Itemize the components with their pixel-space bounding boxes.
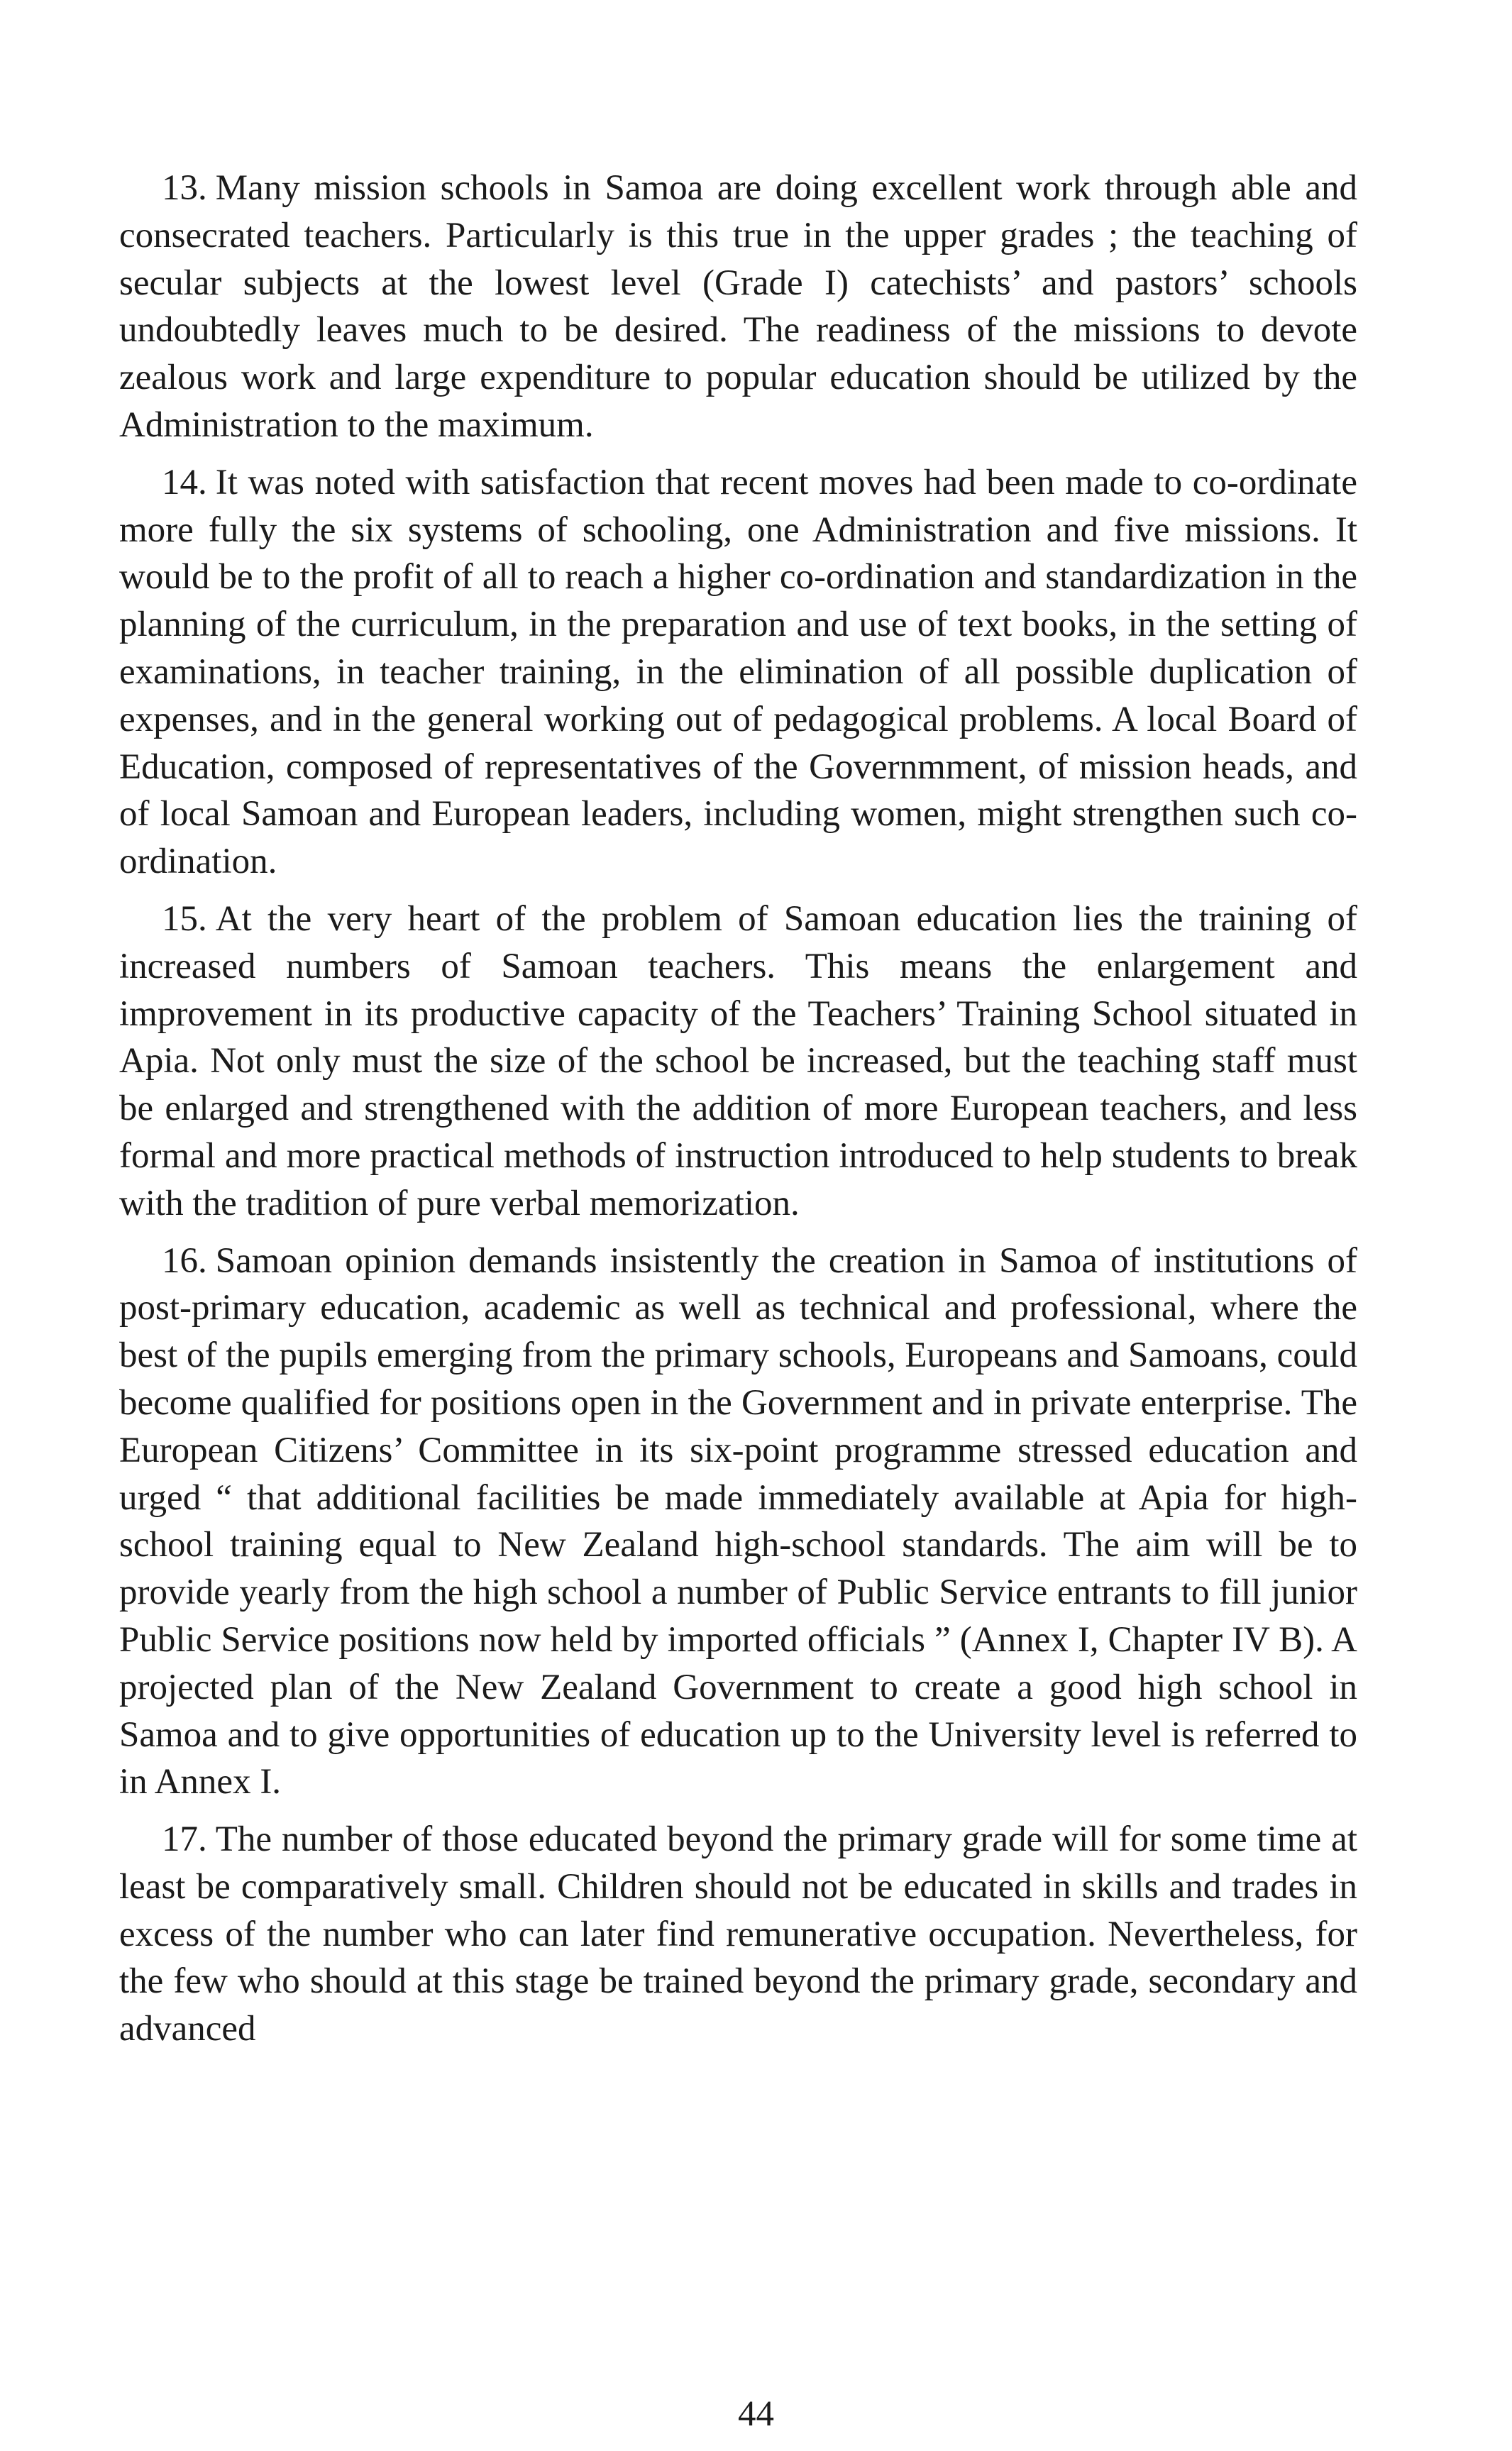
paragraph-14 — [119, 459, 1357, 886]
paragraph-number: 15. — [162, 898, 207, 939]
paragraph-number: 16. — [162, 1240, 207, 1281]
paragraph-number: 14. — [162, 462, 207, 502]
paragraph-13 — [119, 165, 1357, 449]
paragraph-text: It was noted with satisfaction that recent moves had been made to co-ordinate more fully the six systems of schooling, one Administration and five missions. It would be to the profit of all to reach a higher co-ordination and standardization in the planning of the curriculum, in the preparation and use of text books, in the setting of examinations, in teacher training, in the elimination of all possible duplication of expenses, and in the general working out of pedagogical problems. A local Board of Education, composed of representatives of the Governmment, of mission heads, and of local Samoan and European leaders, including women, might strengthen such co-ordination. — [119, 462, 1357, 882]
paragraph-15 — [119, 896, 1357, 1228]
body-text — [119, 165, 1357, 2063]
page-number: 44 — [738, 2394, 774, 2434]
paragraph-text: At the very heart of the problem of Samoan education lies the training of increased numbers of Samoan teachers. This means the enlargement and improvement in its productive capacity of the Teachers’ Training School situated in Apia. Not only must the size of the school be increased, but the teaching staff must be enlarged and strengthened with the addition of more European teachers, and less formal and more practical methods of instruction introduced to help students to break with the tradition of pure verbal memorization. — [119, 898, 1357, 1223]
paragraph-number: 13. — [162, 168, 207, 208]
paragraph-text: The number of those educated beyond the primary grade will for some time at least be comparatively small. Children should not be educated in skills and trades in excess of the number who can later find remunerative occupation. Nevertheless, for the few who should at this stage be trained beyond the primary grade, secondary and advanced — [119, 1819, 1357, 2049]
paragraph-17 — [119, 1816, 1357, 2053]
paragraph-16 — [119, 1238, 1357, 1807]
paragraph-text: Samoan opinion demands insistently the creation in Samoa of institutions of post-primary education, academic as well as technical and professional, where the best of the pupils emerging from the primary schools, Europeans and Samoans, could become qualified for positions open in the Government and in private enterprise. The European Citizens’ Committee in its six-point programme stressed education and urged “ that additional facilities be made immediately available at Apia for high-school training equal to New Zealand high-school standards. The aim will be to provide yearly from the high school a number of Public Service entrants to fill junior Public Service positions now held by imported officials ” (Annex I, Chapter IV B). A projected plan of the New Zealand Government to create a good high school in Samoa and to give opportunities of education up to the University level is referred to in Annex I. — [119, 1240, 1357, 1802]
paragraph-text: Many mission schools in Samoa are doing excellent work through able and consecrated teachers. Particularly is this true in the upper grades ; the teaching of secular subjects at the lowest level (Grade I) catechists’ and pastors’ schools undoubtedly leaves much to be desired. The readiness of the missions to devote zealous work and large expenditure to popular education should be utilized by the Administration to the maximum. — [119, 168, 1357, 445]
paragraph-number: 17. — [162, 1819, 207, 1860]
